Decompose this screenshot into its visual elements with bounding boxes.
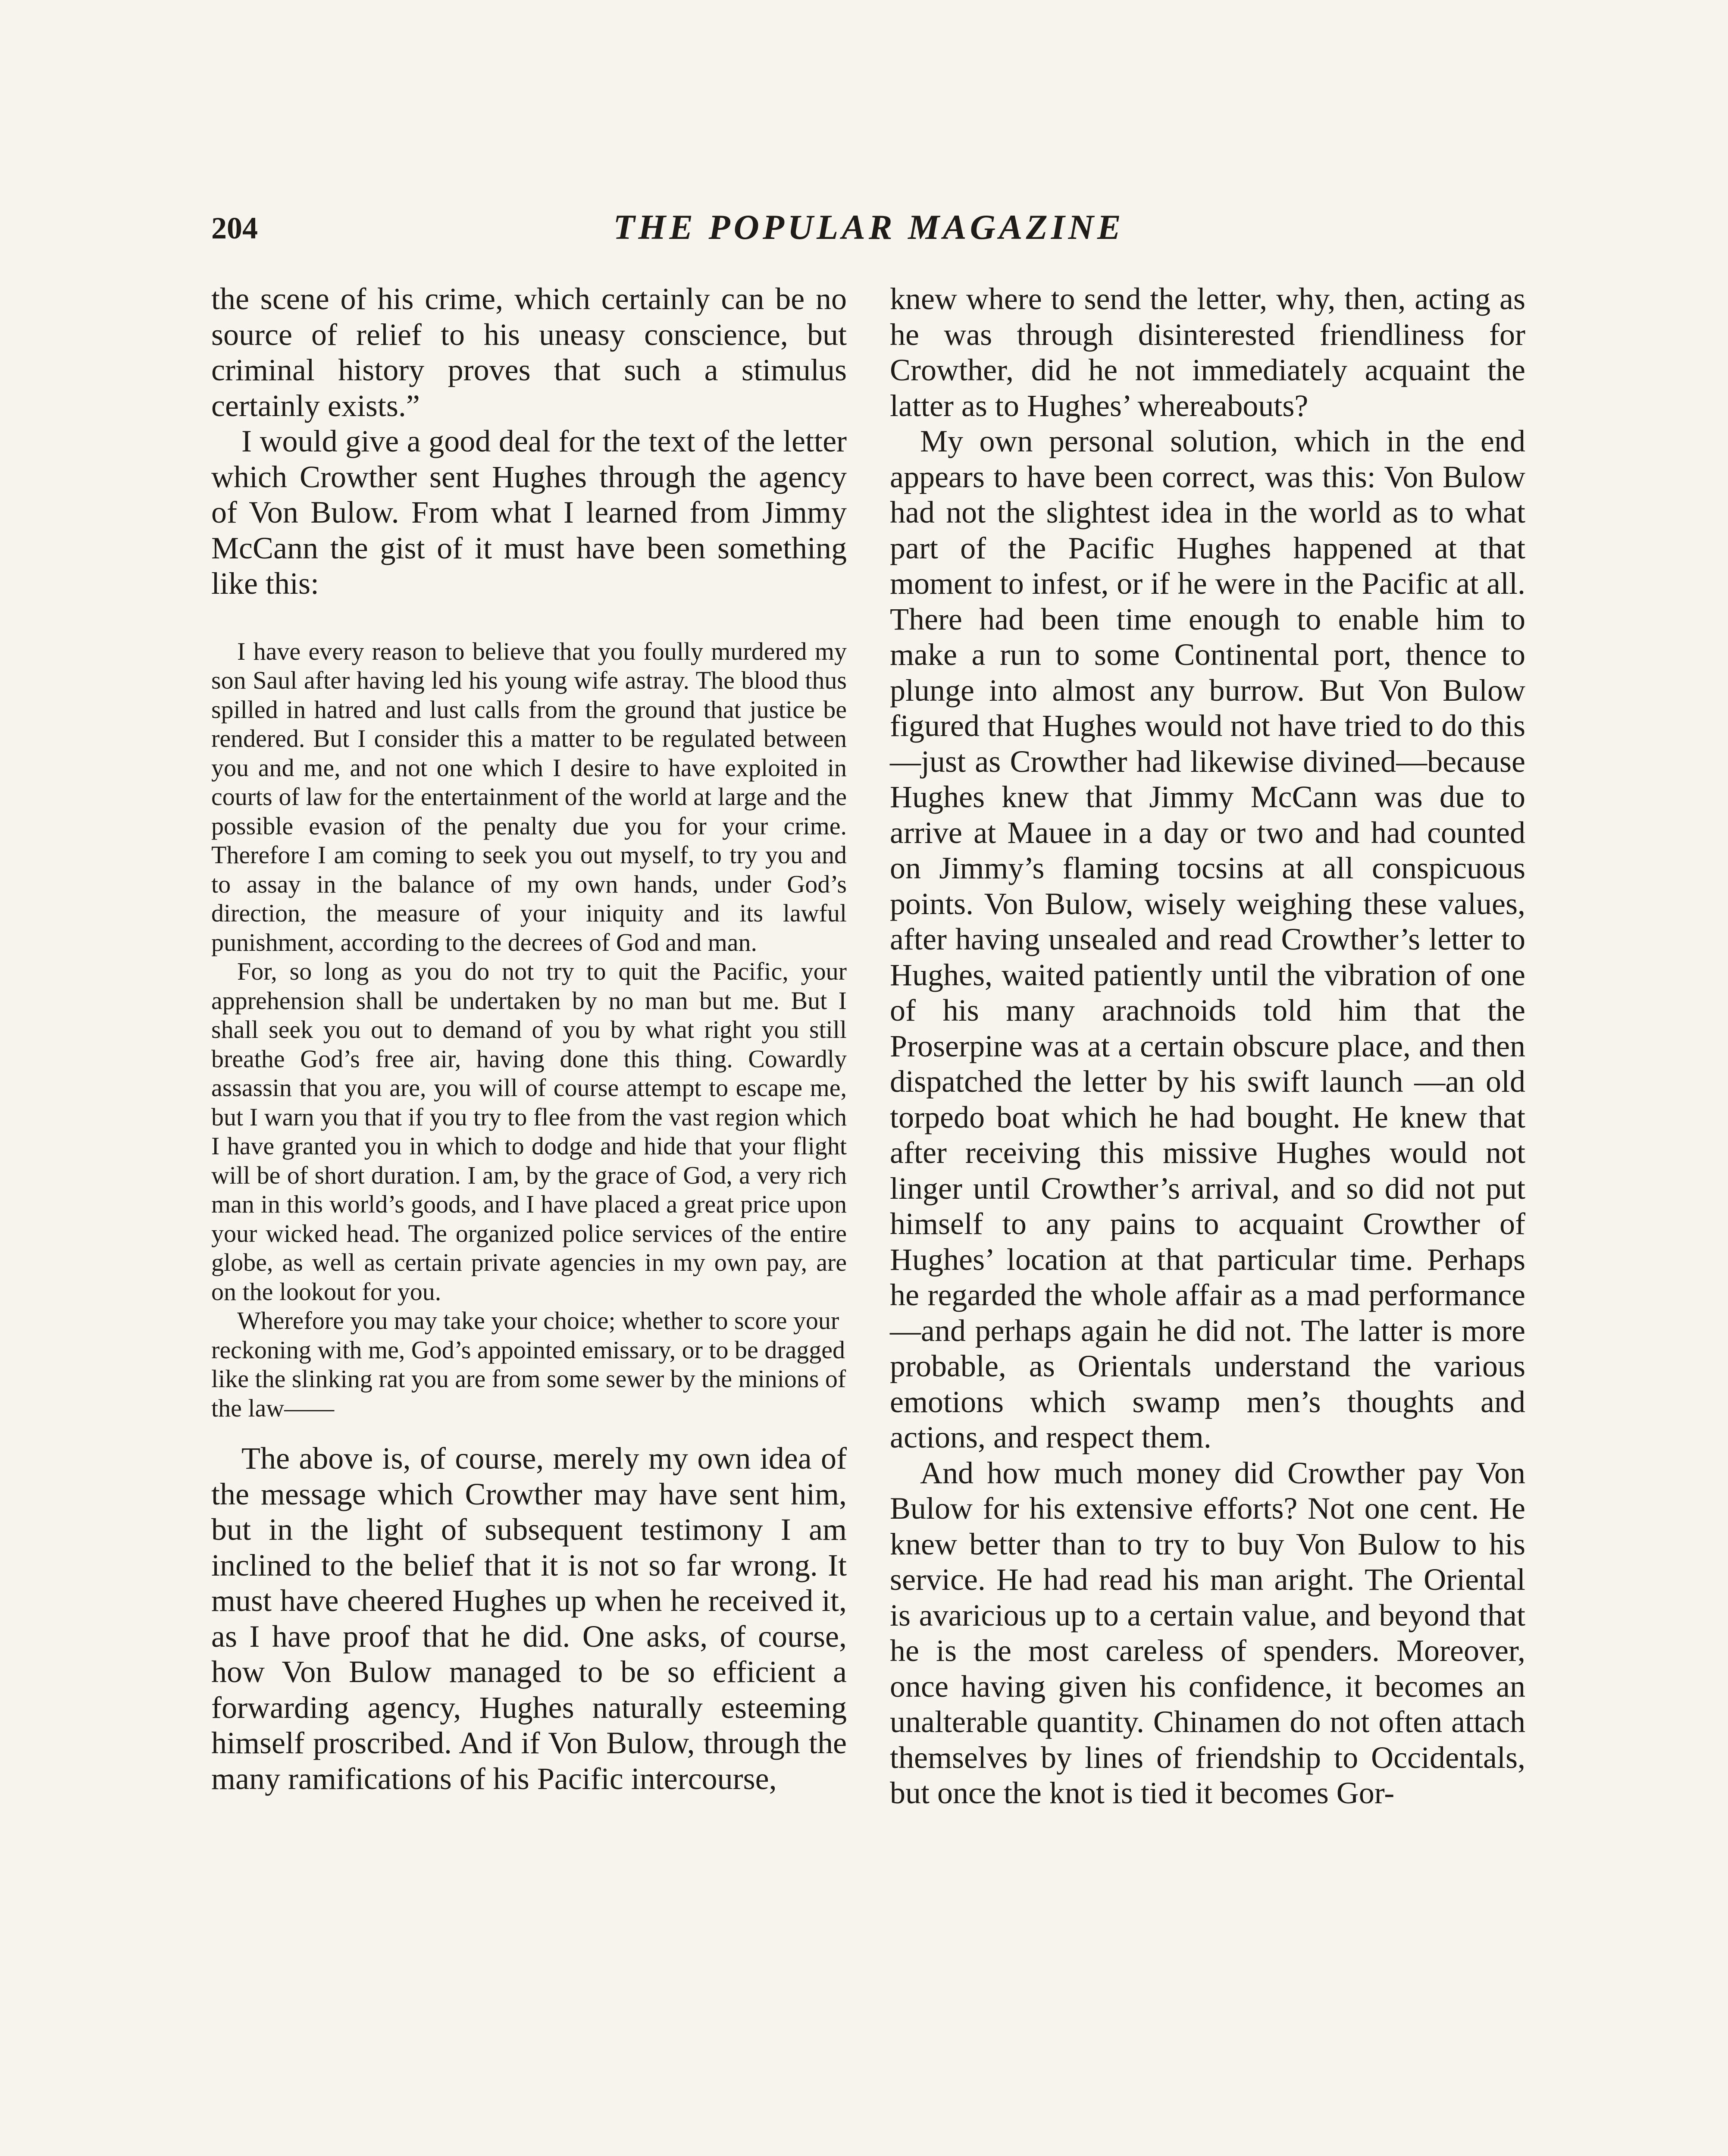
running-title: THE POPULAR MAGAZINE (613, 207, 1124, 247)
body-paragraph: And how much money did Crowther pay Von Bulow for his extensive efforts? Not one cent. He knew better than to try to buy Von Bulow to his service. He had read his man aright. The Oriental is avaricious up to a certain value, and beyond that he is the most careless of spenders. Moreover, once having given his confidence, it becomes an unalterable quantity. Chinamen do not often attach themselves by lines of friendship to Occidentals, but once the knot is tied it becomes Gor- (890, 1455, 1525, 1810)
letter-paragraph: I have every reason to believe that you foully murdered my son Saul after having led his young wife astray. The blood thus spilled in hatred and lust calls from the ground that justice be rendered. But I consider this a matter to be regulated between you and me, and not one which I desire to have exploited in courts of law for the entertainment of the world at large and the possible evasion of the penalty due you for your crime. Therefore I am coming to seek you out myself, to try you and to assay in the balance of my own hands, under God’s direction, the measure of your iniquity and its lawful punishment, according to the decrees of God and man. (211, 637, 847, 956)
right-column (890, 281, 1525, 1811)
body-paragraph: knew where to send the letter, why, then, acting as he was through disinterested friendliness for Crowther, did he not immediately acquaint the latter as to Hughes’ whereabouts? (890, 282, 1525, 423)
body-paragraph: My own personal solution, which in the end appears to have been correct, was this: Von Bulow had not the slightest idea in the world as to what part of the Pacific Hughes happened at that moment to infest, or if he were in the Pacific at all. There had been time enough to enable him to make a run to some Continental port, thence to plunge into almost any burrow. But Von Bulow figured that Hughes would not have tried to do this—just as Crowther had likewise divined—because Hughes knew that Jimmy McCann was due to arrive at Mauee in a day or two and had counted on Jimmy’s flaming tocsins at all conspicuous points. Von Bulow, wisely weighing these values, after having unsealed and read Crowther’s letter to Hughes, waited patiently until the vibration of one of his many arachnoids told him that the Proserpine was at a certain obscure place, and then dispatched the letter by his swift launch —an old torpedo boat which he had bought. He knew that after receiving this missive Hughes would not linger until Crowther’s arrival, and so did not put himself to any pains to acquaint Crowther of Hughes’ location at that particular time. Perhaps he regarded the whole affair as a mad performance —and perhaps again he did not. The latter is more probable, as Orientals understand the various emotions which swamp men’s thoughts and actions, and respect them. (890, 424, 1525, 1454)
body-paragraph: the scene of his crime, which certainly can be no source of relief to his uneasy conscience, but criminal history proves that such a stimulus certainly exists.” (211, 282, 847, 423)
body-paragraph: The above is, of course, merely my own idea of the message which Crowther may have sent him, but in the light of subsequent testimony I am inclined to the belief that it is not so far wrong. It must have cheered Hughes up when he received it, as I have proof that he did. One asks, of course, how Von Bulow managed to be so efficient a forwarding agency, Hughes naturally esteeming himself proscribed. And if Von Bulow, through the many ramifications of his Pacific intercourse, (211, 1441, 847, 1796)
page-header (211, 207, 1526, 258)
quoted-letter (211, 637, 847, 1423)
body-paragraph: I would give a good deal for the text of the letter which Crowther sent Hughes through the agency of Von Bulow. From what I learned from Jimmy McCann the gist of it must have been something like this: (211, 424, 847, 601)
letter-paragraph: For, so long as you do not try to quit the Pacific, your apprehension shall be undertaken by no man but me. But I shall seek you out to demand of you by what right you still breathe God’s free air, having done this thing. Cowardly assassin that you are, you will of course attempt to escape me, but I warn you that if you try to flee from the vast region which I have granted you in which to dodge and hide that your flight will be of short duration. I am, by the grace of God, a very rich man in this world’s goods, and I have placed a great price upon your wicked head. The organized police services of the entire globe, as well as certain private agencies in my own pay, are on the lookout for you. (211, 957, 847, 1306)
letter-paragraph: Wherefore you may take your choice; whether to score your reckoning with me, God’s appointed emissary, or to be dragged like the slinking rat you are from some sewer by the minions of the law—— (211, 1307, 846, 1422)
page-number: 204 (211, 211, 258, 245)
left-column (211, 281, 847, 1796)
